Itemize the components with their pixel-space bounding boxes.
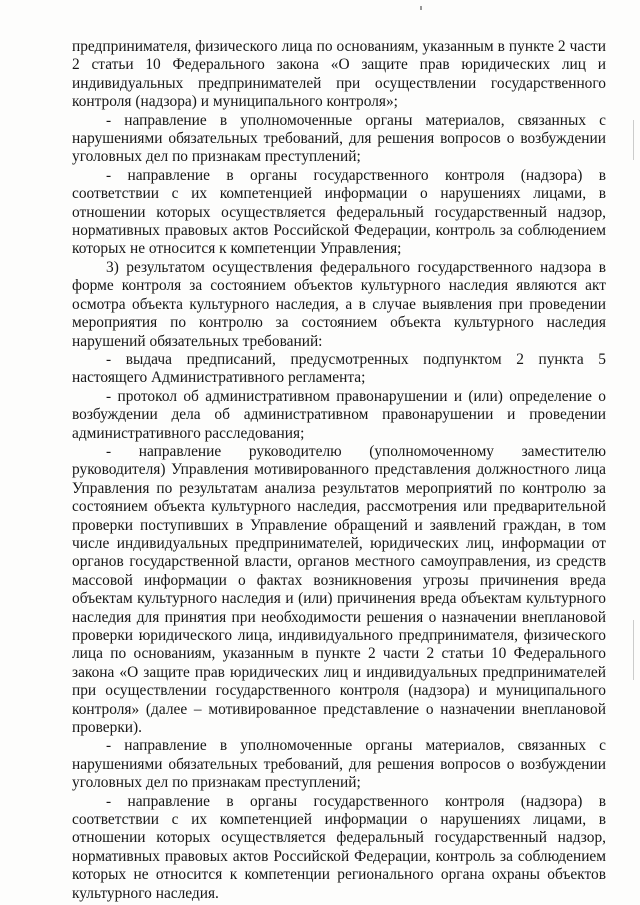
scan-mark xyxy=(420,6,422,10)
paragraph-bullet-prescriptions: - выдача предписаний, предусмотренных подпунктом 2 пункта 5 настоящего Административного регламента; xyxy=(72,350,606,387)
paragraph-continuation: предпринимателя, физического лица по основаниям, указанным в пункте 2 части 2 статьи 10 Федерального закона «О защите прав юридических лиц и индивидуальных предпринимателей при осуществлении государственного контроля (надзора) и муниципального контроля»; xyxy=(72,38,606,111)
paragraph-bullet-motivated-submission: - направление руководителю (уполномоченному заместителю руководителя) Управления мотивированного представления должностного лица Управления по результатам анализа результатов мероприятий по контролю за состоянием объекта культурного наследия, рассмотрения или предварительной проверки поступивших в Управление обращений и заявлений граждан, в том числе индивидуальных предпринимателей, юридических лиц, информации от органов государственной власти, органов местного самоуправления, из средств массовой информации о фактах возникновения угрозы причинения вреда объектам культурного наследия и (или) причинения вреда объектам культурного наследия для принятия при необходимости решения о назначении внеплановой проверки юридического лица, индивидуального предпринимателя, физического лица по основаниям, указанным в пункте 2 части 2 статьи 10 Федерального закона «О защите прав юридических лиц и индивидуальных предпринимателей при осуществлении государственного контроля (надзора) и муниципального контроля» (далее – мотивированное представление о назначении внеплановой проверки). xyxy=(72,442,606,737)
paragraph-bullet-info-to-authorities: - направление в органы государственного контроля (надзора) в соответствии с их компетенцией информации о нарушениях лицами, в отношении которых осуществляется федеральный государственный надзор, нормативных правовых актов Российской Федерации, контроль за соблюдением которых не относится к компетенции Управления; xyxy=(72,166,606,258)
scan-edge-mark xyxy=(633,120,634,160)
paragraph-bullet-protocol: - протокол об административном правонарушении и (или) определение о возбуждении дела об административном правонарушении и проведении административного расследования; xyxy=(72,387,606,442)
paragraph-bullet-criminal-materials: - направление в уполномоченные органы материалов, связанных с нарушениями обязательных требований, для решения вопросов о возбуждении уголовных дел по признакам преступлений; xyxy=(72,111,606,166)
paragraph-item-3-results: 3) результатом осуществления федерального государственного надзора в форме контроля за состоянием объектов культурного наследия являются акт осмотра объекта культурного наследия, а в случае выявления при проведении мероприятия по контролю за состоянием объекта культурного наследия нарушений обязательных требований: xyxy=(72,258,606,350)
paragraph-bullet-info-to-authorities-2: - направление в органы государственного контроля (надзора) в соответствии с их компетенцией информации о нарушениях лицами, в отношении которых осуществляется федеральный государственный надзор, нормативных правовых актов Российской Федерации, контроль за соблюдением которых не относится к компетенции регионального органа охраны объектов культурного наследия. xyxy=(72,792,606,902)
paragraph-bullet-criminal-materials-2: - направление в уполномоченные органы материалов, связанных с нарушениями обязательных требований, для решения вопросов о возбуждении уголовных дел по признакам преступлений; xyxy=(72,737,606,792)
document-body xyxy=(72,38,606,903)
scan-edge-mark xyxy=(633,620,634,680)
